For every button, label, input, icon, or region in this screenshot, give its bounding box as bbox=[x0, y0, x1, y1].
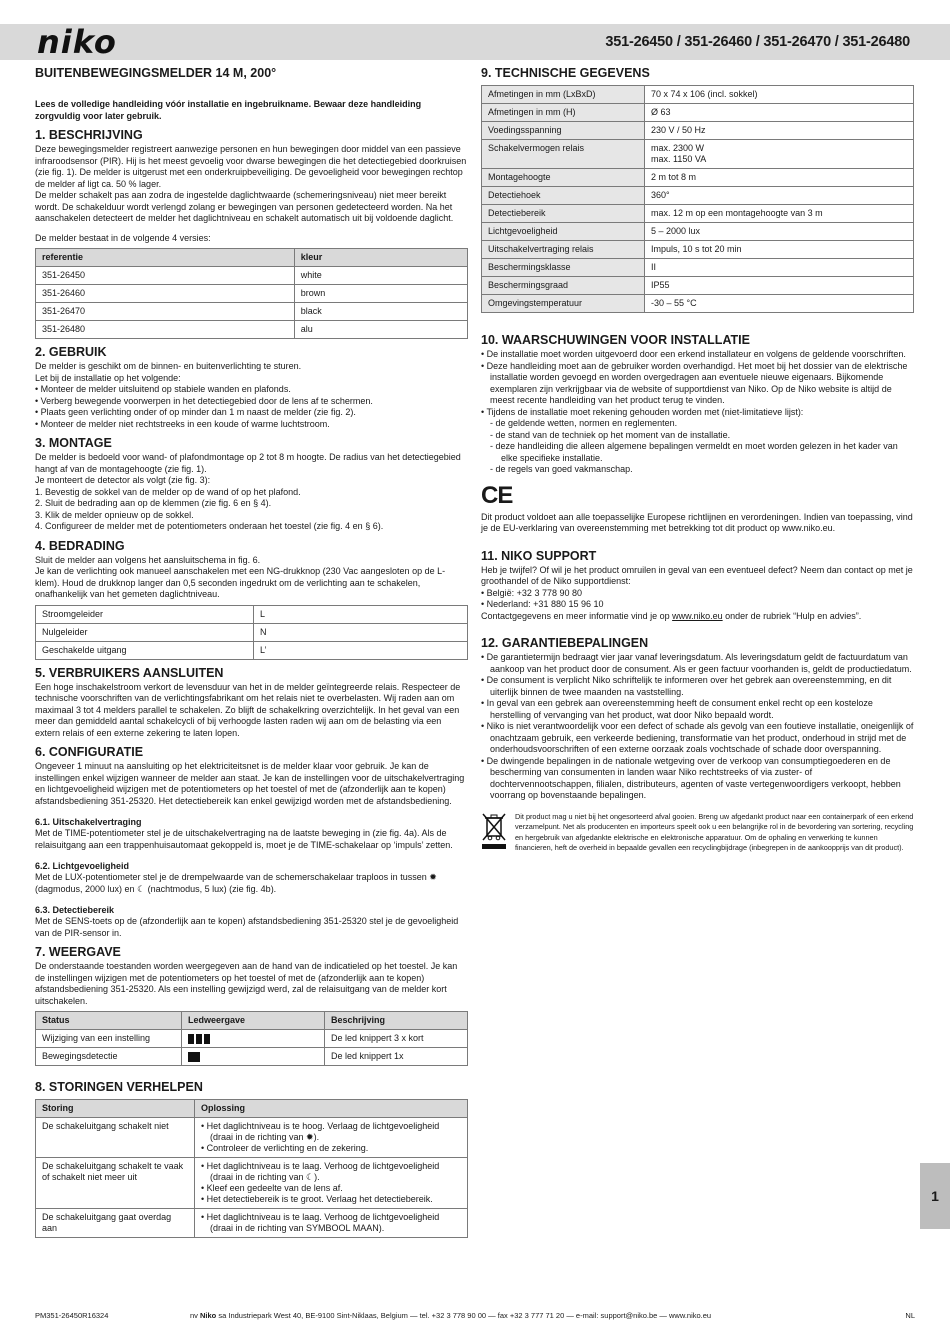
crossed-bin-icon bbox=[481, 812, 507, 855]
list-item: • Plaats geen verlichting onder of op minder dan 1 m naast de melder (zie fig. 2). bbox=[35, 407, 356, 417]
table-cell: De led knippert 1x bbox=[325, 1048, 468, 1066]
table-row bbox=[482, 169, 914, 187]
list-item: • Het detectiebereik is te groot. Verlaag het detectiebereik. bbox=[201, 1194, 433, 1204]
section-heading: 8. STORINGEN VERHELPEN bbox=[35, 1080, 203, 1094]
table-header: Oplossing bbox=[195, 1100, 468, 1118]
paragraph: Sluit de melder aan volgens het aansluitschema in fig. 6. bbox=[35, 554, 261, 565]
table-cell: Stroomgeleider bbox=[36, 605, 254, 623]
left-column bbox=[35, 64, 468, 1244]
paragraph: Deze bewegingsmelder registreert aanwezige personen en hun bewegingen door middel van een passieve infraroodsensor (PIR). Hij is het meest gevoelig voor dwarse bewegingen die het detectiegebied doorkruisen (zie fig. 1). De melder is uitgerust met een onderkruipbeveiliging. De gevoeligheid voor bewegingen rechtop de melder af ligt ca. 50 % lager. bbox=[35, 144, 467, 189]
paragraph: Een hoge inschakelstroom verkort de levensduur van het in de melder geïntegreerde relais. Respecteer de technische voorschriften van de verlichtingsfabrikant om het relais niet te overbelasten. Wij raden aan om maximaal 3 tot 4 melders parallel te schakelen. Zo blijft de schakelkring overzichtelijk. In het geval van een meer dan gemiddeld aantal schakelcycli of bij verhoogde lasten raden wij aan om de belasting via een extern relais of een externe zekering te laten lopen. bbox=[35, 681, 461, 738]
list-item: • De dwingende bepalingen in de nationale wetgeving over de verkoop van consumptiegoederen en de bescherming van consumenten in landen waar Niko rechtstreeks of via zuster- of dochtervennootschappen, filialen, distributeurs, agenten of vaste vertegenwoordigers verkoopt, hebben voorrang op bovenstaande bepalingen. bbox=[481, 755, 901, 800]
company-address bbox=[190, 1311, 711, 1321]
text: nv bbox=[190, 1311, 201, 1320]
table-header: Storing bbox=[36, 1100, 195, 1118]
subsection-heading: 6.1. Uitschakelvertraging bbox=[35, 817, 142, 827]
table-cell: Beschermingsklasse bbox=[482, 259, 645, 277]
table-cell: Montagehoogte bbox=[482, 169, 645, 187]
table-header: Status bbox=[36, 1012, 182, 1030]
list-item: • Monteer de melder uitsluitend op stabiele wanden en plafonds. bbox=[35, 384, 291, 394]
section-heading: 4. BEDRADING bbox=[35, 538, 125, 553]
list-item: • Het daglichtniveau is te laag. Verhoog de lichtgevoeligheid (draai in de richting van SYMBOOL MAAN). bbox=[201, 1212, 440, 1233]
list-item: • De consument is verplicht Niko schriftelijk te informeren over het gebrek aan overeenstemming, en dit uiterlijk binnen de twee maanden na vaststelling. bbox=[481, 675, 892, 697]
table-row bbox=[36, 641, 468, 659]
paragraph: De melder is bedoeld voor wand- of plafondmontage op 2 tot 8 m hoogte. De radius van het detectiegebied hangt af van de montagehoogte (zie fig. 1). bbox=[35, 452, 461, 474]
ce-mark-icon: CE bbox=[481, 481, 513, 509]
table-cell: Afmetingen in mm (H) bbox=[482, 104, 645, 122]
table-cell: Wijziging van een instelling bbox=[36, 1030, 182, 1048]
list-item: • Monteer de melder niet rechtstreeks in een koude of warme luchtstroom. bbox=[35, 418, 330, 429]
list-item: • De garantietermijn bedraagt vier jaar vanaf leveringsdatum. Als leveringsdatum geldt de factuurdatum van aankoop van het product door de consument. Als er geen factuur voorhanden is, geldt de productiedatum. bbox=[481, 652, 912, 674]
list-item: 3. Klik de melder opnieuw op de sokkel. bbox=[35, 509, 194, 520]
table-header: Ledweergave bbox=[182, 1012, 325, 1030]
table-cell: Nulgeleider bbox=[36, 623, 254, 641]
wiring-table bbox=[35, 605, 468, 660]
table-row bbox=[482, 223, 914, 241]
table-cell bbox=[195, 1209, 468, 1238]
table-cell bbox=[195, 1158, 468, 1209]
paragraph: Je monteert de detector als volgt (zie fig. 3): bbox=[35, 475, 211, 485]
section-garantie bbox=[481, 636, 914, 855]
table-row bbox=[482, 205, 914, 223]
table-cell: De schakeluitgang schakelt niet bbox=[36, 1118, 195, 1158]
list-item: 4. Configureer de melder met de potentiometers onderaan het toestel (zie fig. 4 en § 6). bbox=[35, 521, 384, 531]
table-cell: Lichtgevoeligheid bbox=[482, 223, 645, 241]
table-cell: Afmetingen in mm (LxBxD) bbox=[482, 86, 645, 104]
paragraph: Met de TIME-potentiometer stel je de uitschakelvertraging na de laatste beweging in (zie fig. 4a). Als de relaisuitgang aan een trappenhuisautomaat gekoppeld is, moet je de TIME-schakelaar op ‘impuls’ zetten. bbox=[35, 828, 453, 850]
list-item: • Nederland: +31 880 15 96 10 bbox=[481, 599, 604, 609]
subsection-uitschakelvertraging bbox=[35, 816, 468, 851]
list-item: - deze handleiding die alleen algemene bepalingen vermeldt en moet worden gelezen in het kader van elke specifieke installatie. bbox=[490, 441, 898, 463]
section-verbruikers bbox=[35, 666, 468, 740]
section-heading: 12. GARANTIEBEPALINGEN bbox=[481, 636, 649, 650]
table-row bbox=[36, 267, 468, 285]
paragraph: De melder is geschikt om de binnen- en buitenverlichting te sturen. bbox=[35, 361, 302, 371]
table-row bbox=[482, 187, 914, 205]
list-item: • Kleef een gedeelte van de lens af. bbox=[201, 1183, 343, 1193]
text: Contactgegevens en meer informatie vind je op bbox=[481, 610, 673, 621]
paragraph: Met de LUX-potentiometer stel je de drempelwaarde van de schemerschakelaar traploos in tussen ✹ (dagmodus, 2000 lux) en ☾ (nachtmodus, 5 lux) (zie fig. 4b). bbox=[35, 872, 437, 894]
list-item: • Het daglichtniveau is te hoog. Verlaag de lichtgevoeligheid (draai in de richting van ✹). bbox=[201, 1121, 440, 1142]
section-heading: 10. WAARSCHUWINGEN VOOR INSTALLATIE bbox=[481, 333, 750, 347]
table-row bbox=[482, 122, 914, 140]
paragraph: Let bij de installatie op het volgende: bbox=[35, 372, 181, 383]
section-heading: 5. VERBRUIKERS AANSLUITEN bbox=[35, 665, 224, 680]
section-heading: 6. CONFIGURATIE bbox=[35, 745, 144, 759]
table-cell: Geschakelde uitgang bbox=[36, 641, 254, 659]
section-heading: 1. BESCHRIJVING bbox=[35, 128, 143, 142]
table-cell: 360° bbox=[645, 187, 914, 205]
page-number-tab: 1 bbox=[920, 1163, 950, 1229]
section-montage bbox=[35, 436, 468, 533]
product-references: 351-26450 / 351-26460 / 351-26470 / 351-26480 bbox=[605, 34, 910, 50]
list-item: • In geval van een gebrek aan overeenstemming heeft de consument enkel recht op een kosteloze herstelling of vervanging van het product, wat door Niko bepaald wordt. bbox=[481, 698, 873, 720]
list-item: • Controleer de verlichting en de zekering. bbox=[201, 1143, 369, 1153]
table-row bbox=[36, 303, 468, 321]
table-cell: -30 – 55 °C bbox=[645, 295, 914, 313]
weee-notice bbox=[481, 812, 914, 855]
table-cell: 230 V / 50 Hz bbox=[645, 122, 914, 140]
paragraph: De melder bestaat in de volgende 4 versies: bbox=[35, 232, 211, 243]
list-item: • België: +32 3 778 90 80 bbox=[481, 587, 582, 598]
table-row bbox=[36, 1048, 468, 1066]
right-column bbox=[481, 64, 914, 861]
paragraph: Ongeveer 1 minuut na aansluiting op het elektriciteitsnet is de melder klaar voor gebruik. Je kan de instellingen enkel wijzigen wanneer de melder aan staat. Je kan de instellingen voor de uitschakelvertraging en lichtgevoeligheid wijzigen met de potentiometers op het toestel of met de (afzonderlijk aan te kopen) afstandsbediening 351-25320. Het detectiebereik kan enkel gewijzigd worden met de afstandsbediening. bbox=[35, 761, 465, 806]
list-item: • Verberg bewegende voorwerpen in het detectiegebied door de lens af te schermen. bbox=[35, 395, 373, 406]
table-cell: De schakeluitgang gaat overdag aan bbox=[36, 1209, 195, 1238]
section-waarschuwingen bbox=[481, 333, 914, 535]
list-item: 2. Sluit de bedrading aan op de klemmen (zie fig. 6 en § 4). bbox=[35, 498, 272, 508]
table-cell: Ø 63 bbox=[645, 104, 914, 122]
list-item: • Het daglichtniveau is te laag. Verhoog de lichtgevoeligheid (draai in de richting van ☾). bbox=[201, 1161, 440, 1182]
subsection-heading: 6.3. Detectiebereik bbox=[35, 905, 115, 915]
section-heading: 3. MONTAGE bbox=[35, 436, 112, 450]
versions-table bbox=[35, 248, 468, 339]
subsection-heading: 6.2. Lichtgevoeligheid bbox=[35, 861, 130, 871]
led-blink-3-icon bbox=[182, 1030, 325, 1048]
paragraph: Met de SENS-toets op de (afzonderlijk aan te kopen) afstandsbediening 351-25320 stel je de gevoeligheid van de PIR-sensor in. bbox=[35, 916, 459, 938]
table-cell: brown bbox=[294, 285, 467, 303]
list-item: - de geldende wetten, normen en reglementen. bbox=[490, 418, 678, 428]
document-title: BUITENBEWEGINGSMELDER 14 M, 200° bbox=[35, 66, 277, 80]
section-storingen bbox=[35, 1080, 468, 1238]
table-cell: De led knippert 3 x kort bbox=[325, 1030, 468, 1048]
table-row bbox=[36, 1118, 468, 1158]
table-cell: Detectiehoek bbox=[482, 187, 645, 205]
table-cell: 70 x 74 x 106 (incl. sokkel) bbox=[645, 86, 914, 104]
list-item: • De installatie moet worden uitgevoerd door een erkend installateur en volgens de geldende voorschriften. bbox=[481, 349, 906, 359]
text: sa Industriepark West 40, BE-9100 Sint-Niklaas, Belgium — tel. +32 3 778 90 00 — fax +32 3 777 71 20 — e-mail: support@niko.be — www.niko.eu bbox=[216, 1311, 712, 1320]
led-table bbox=[35, 1011, 468, 1066]
table-cell: N bbox=[254, 623, 468, 641]
subsection-detectiebereik bbox=[35, 904, 468, 939]
table-cell: Voedingsspanning bbox=[482, 122, 645, 140]
niko-logo: niko bbox=[37, 23, 117, 61]
list-item: • Tijdens de installatie moet rekening gehouden worden met (niet-limitatieve lijst): bbox=[481, 406, 804, 417]
table-row bbox=[482, 241, 914, 259]
text: onder de rubriek “Hulp en advies”. bbox=[722, 610, 862, 621]
table-cell: black bbox=[294, 303, 467, 321]
paragraph: Heb je twijfel? Of wil je het product omruilen in geval van een eventueel defect? Neem dan contact op met je groothandel of de Niko supportdienst: bbox=[481, 564, 913, 586]
table-cell: Bewegingsdetectie bbox=[36, 1048, 182, 1066]
specs-table bbox=[481, 85, 914, 313]
language-code: NL bbox=[905, 1311, 915, 1320]
section-heading: 2. GEBRUIK bbox=[35, 345, 107, 359]
table-cell: Impuls, 10 s tot 20 min bbox=[645, 241, 914, 259]
table-cell: Uitschakelvertraging relais bbox=[482, 241, 645, 259]
paragraph: Dit product voldoet aan alle toepasselijke Europese richtlijnen en verordeningen. Indien van toepassing, vind je de EU-verklaring van overeenstemming met betrekking tot dit product op www.niko.eu. bbox=[481, 511, 913, 533]
list-item: - de regels van goed vakmanschap. bbox=[490, 464, 633, 474]
table-row bbox=[36, 605, 468, 623]
table-cell: Detectiebereik bbox=[482, 205, 645, 223]
led-blink-1-icon bbox=[182, 1048, 325, 1066]
contact-paragraph bbox=[481, 611, 914, 623]
section-heading: 7. WEERGAVE bbox=[35, 945, 121, 959]
list-item: • Deze handleiding moet aan de gebruiker worden overhandigd. Het moet bij het dossier van de elektrische installatie worden gevoegd en worden overgedragen aan eventuele nieuwe eigenaars. Bijkomende exemplaren zijn verkrijgbaar via de website of supportdienst van Niko. Op de Niko website is altijd de meest recente handleiding van het product terug te vinden. bbox=[481, 360, 908, 405]
table-row bbox=[36, 1158, 468, 1209]
table-row bbox=[482, 140, 914, 169]
troubleshooting-table bbox=[35, 1099, 468, 1238]
table-cell: 351-26470 bbox=[36, 303, 295, 321]
table-cell: alu bbox=[294, 321, 467, 339]
section-heading: 11. NIKO SUPPORT bbox=[481, 548, 597, 563]
section-heading: 9. TECHNISCHE GEGEVENS bbox=[481, 66, 650, 80]
table-row bbox=[36, 321, 468, 339]
section-technische-gegevens bbox=[481, 66, 914, 313]
document-code: PM351-26450R16324 bbox=[35, 1311, 109, 1320]
table-cell: IP55 bbox=[645, 277, 914, 295]
table-cell: L’ bbox=[254, 641, 468, 659]
list-item: • Niko is niet verantwoordelijk voor een defect of schade als gevolg van een foutieve installatie, oneigenlijk of onachtzaam gebruik, een verkeerde bediening, transformatie van het product, onderhoud in strijd met de onderhoudsvoorschriften of een externe oorzaak zoals vochtschade of schade door overspanning. bbox=[481, 721, 914, 754]
table-row bbox=[482, 295, 914, 313]
table-cell: 351-26480 bbox=[36, 321, 295, 339]
section-niko-support bbox=[481, 549, 914, 623]
paragraph: De melder schakelt pas aan zodra de ingestelde daglichtwaarde (schemeringsniveau) niet meer bereikt wordt. De schakelduur wordt verlengd zolang er bewegingen van personen gedetecteerd worden. Na het aanschakelen detecteert de melder het daglichtniveau en schakelt automatisch uit bij voldoende daglicht. bbox=[35, 190, 454, 223]
table-cell: De schakeluitgang schakelt te vaak of schakelt niet meer uit bbox=[36, 1158, 195, 1209]
paragraph: Je kan de verlichting ook manueel aanschakelen met een NG-drukknop (230 Vac aangesloten op de L-klem). Houd de drukknop langer dan 0,5 seconden ingedrukt om de verlichting aan te schakelen, onafhankelijk van het gemeten daglichtniveau. bbox=[35, 566, 446, 599]
brand-name: Niko bbox=[200, 1311, 217, 1320]
table-row bbox=[36, 285, 468, 303]
table-cell: Omgevingstemperatuur bbox=[482, 295, 645, 313]
intro-text: Lees de volledige handleiding vóór installatie en ingebruikname. Bewaar deze handleiding zorgvuldig voor later gebruik. bbox=[35, 99, 422, 121]
list-item: 1. Bevestig de sokkel van de melder op de wand of op het plafond. bbox=[35, 486, 301, 497]
section-weergave bbox=[35, 945, 468, 1066]
list-item: - de stand van de techniek op het moment van de installatie. bbox=[490, 429, 731, 440]
weee-text: Dit product mag u niet bij het ongesorteerd afval gooien. Breng uw afgedankt product naar een containerpark of een erkend verzamelpunt. Net als producenten en importeurs speelt ook u een belangrijke rol in de bevordering van sortering, recycling en hergebruik van afgedankte elektrische en elektronische apparatuur. Om de ophaling en verwerking te kunnen financieren, heft de overheid in bepaalde gevallen een recyclingbijdrage (inbegrepen in de aankoopprijs van dit product). bbox=[515, 811, 914, 852]
table-cell: 2 m tot 8 m bbox=[645, 169, 914, 187]
table-row bbox=[36, 1030, 468, 1048]
table-cell: max. 2300 W max. 1150 VA bbox=[645, 140, 914, 169]
table-row bbox=[482, 86, 914, 104]
table-cell: Beschermingsgraad bbox=[482, 277, 645, 295]
table-cell: white bbox=[294, 267, 467, 285]
section-gebruik bbox=[35, 345, 468, 430]
table-row bbox=[482, 259, 914, 277]
table-header: kleur bbox=[294, 249, 467, 267]
table-header: referentie bbox=[36, 249, 295, 267]
paragraph: De onderstaande toestanden worden weergegeven aan de hand van de indicatieled op het toestel. Je kan de instellingen wijzigen met de potentiometers op het toestel of met de (afzonderlijk aan te kopen) afstandsbediening 351-25320. Als een instelling gewijzigd werd, zal de relaisuitgang van de melder kort uitschakelen. bbox=[35, 961, 458, 1006]
table-header: Beschrijving bbox=[325, 1012, 468, 1030]
subsection-lichtgevoeligheid bbox=[35, 860, 468, 895]
table-cell: Schakelvermogen relais bbox=[482, 140, 645, 169]
table-row bbox=[482, 277, 914, 295]
table-cell: 5 – 2000 lux bbox=[645, 223, 914, 241]
section-bedrading bbox=[35, 539, 468, 660]
table-cell: 351-26450 bbox=[36, 267, 295, 285]
table-cell: 351-26460 bbox=[36, 285, 295, 303]
section-beschrijving bbox=[35, 128, 468, 339]
table-row bbox=[36, 623, 468, 641]
table-row bbox=[482, 104, 914, 122]
table-row bbox=[36, 1209, 468, 1238]
table-cell bbox=[195, 1118, 468, 1158]
section-configuratie bbox=[35, 745, 468, 939]
table-cell: max. 12 m op een montagehoogte van 3 m bbox=[645, 205, 914, 223]
table-cell: II bbox=[645, 259, 914, 277]
table-cell: L bbox=[254, 605, 468, 623]
niko-website-link[interactable]: www.niko.eu bbox=[672, 610, 723, 621]
